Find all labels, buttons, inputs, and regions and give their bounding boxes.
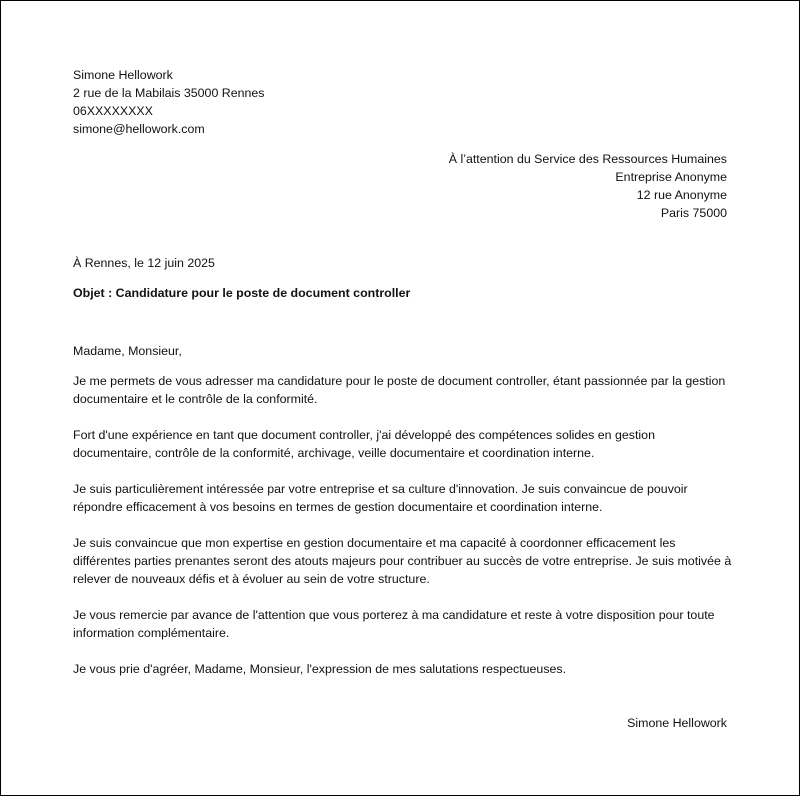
letter-subject: Objet : Candidature pour le poste de document controller [73, 286, 411, 300]
signature: Simone Hellowork [627, 716, 727, 730]
recipient-attention: À l’attention du Service des Ressources Humaines [448, 152, 727, 166]
body-paragraph: Fort d'une expérience en tant que document controller, j'ai développé des compétences solides en gestion documentaire, contrôle de la conformité, archivage, veille documentaire et coordination interne. [73, 428, 655, 460]
body-paragraph: Je vous remercie par avance de l'attention que vous porterez à ma candidature et reste à votre disposition pour toute information complémentaire. [73, 608, 715, 640]
body-paragraph: Je me permets de vous adresser ma candidature pour le poste de document controller, étant passionnée par la gestion documentaire et le contrôle de la conformité. [73, 374, 726, 406]
recipient-city: Paris 75000 [660, 206, 727, 220]
place-date: À Rennes, le 12 juin 2025 [73, 256, 215, 270]
recipient-company: Entreprise Anonyme [615, 170, 727, 184]
sender-address: 2 rue de la Mabilais 35000 Rennes [73, 86, 265, 100]
recipient-street: 12 rue Anonyme [636, 188, 727, 202]
closing-paragraph: Je vous prie d'agréer, Madame, Monsieur, l'expression de mes salutations respectueuses. [73, 662, 567, 676]
body-paragraph: Je suis particulièrement intéressée par votre entreprise et sa culture d'innovation. Je suis convaincue de pouvoir répondre efficacement à vos besoins en termes de gestion documentaire et coordination interne. [73, 482, 688, 514]
letter-greeting: Madame, Monsieur, [73, 344, 182, 358]
body-paragraph: Je suis convaincue que mon expertise en gestion documentaire et ma capacité à coordonner efficacement les différentes parties prenantes seront des atouts majeurs pour contribuer au succès de votre entreprise. Je suis motivée à relever de nouveaux défis et à évoluer au sein de votre structure. [73, 536, 732, 586]
letter-body [73, 372, 733, 696]
sender-phone: 06XXXXXXXX [73, 104, 153, 118]
sender-block [73, 66, 265, 138]
sender-name: Simone Hellowork [73, 68, 173, 82]
recipient-block [449, 150, 727, 222]
sender-email: simone@hellowork.com [73, 122, 205, 136]
